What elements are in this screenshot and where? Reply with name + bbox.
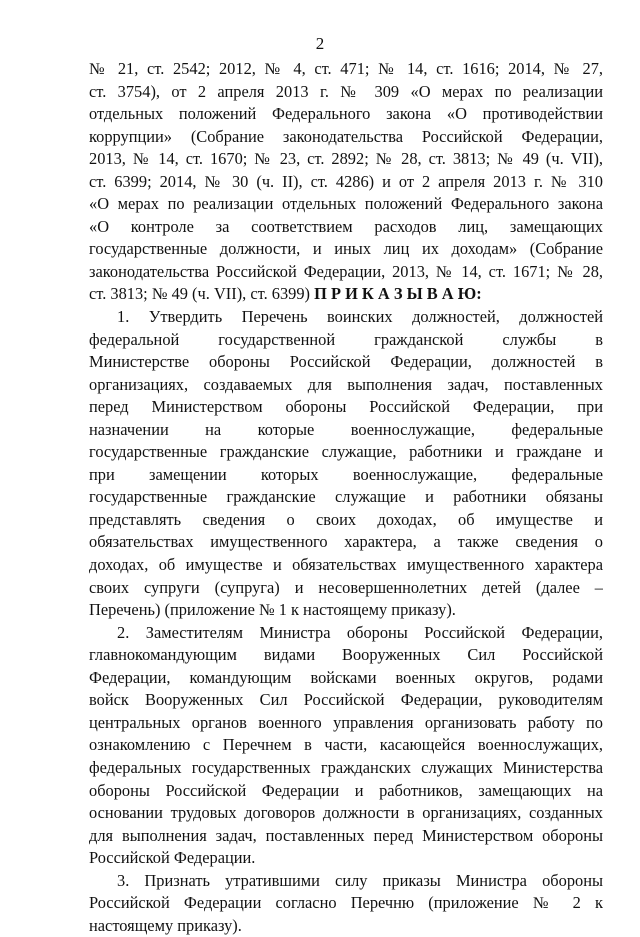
- text-line: главнокомандующим видами Вооруженных Сил Российской: [89, 645, 603, 665]
- text-line: 3. Признать утратившими силу приказы Министра обороны: [117, 870, 603, 890]
- text-line: коррупции» (Собрание законодательства Российской Федерации,: [89, 126, 603, 146]
- text-line: обязательствах имущественного характера, а также сведения о: [89, 532, 603, 552]
- text-line: своих супруги (супруга) и несовершеннолетних детей (далее –: [89, 577, 603, 597]
- text-line: «О мерах по реализации отдельных положений Федерального закона: [89, 194, 603, 214]
- preamble-paragraph: [89, 58, 603, 306]
- text-line: для выполнения задач, поставленных перед Министерством обороны: [89, 825, 603, 845]
- text-line: перед Министерством обороны Российской Федерации, при: [89, 397, 603, 417]
- page-number: 2: [315, 34, 325, 53]
- text-line: Российской Федерации.: [89, 848, 256, 868]
- text-line: Российской Федерации согласно Перечню (приложение № 2 к: [89, 893, 603, 913]
- text-line: 1. Утвердить Перечень воинских должностей, должностей: [117, 307, 603, 327]
- text-line: 2. Заместителям Министра обороны Российской Федерации,: [117, 622, 603, 642]
- text-line: ст. 6399; 2014, № 30 (ч. II), ст. 4286) и от 2 апреля 2013 г. № 310: [89, 171, 603, 191]
- text-line: Перечень) (приложение № 1 к настоящему приказу).: [89, 600, 456, 620]
- text-line: настоящему приказу).: [89, 915, 242, 935]
- text-line: № 21, ст. 2542; 2012, № 4, ст. 471; № 14, ст. 1616; 2014, № 27,: [89, 59, 603, 78]
- text-line: Федерации, командующим войсками военных округов, родами: [89, 667, 603, 687]
- order-word: П Р И К А З Ы В А Ю:: [314, 284, 482, 304]
- text-line: ознакомлению с Перечнем в части, касающейся военнослужащих,: [89, 735, 603, 755]
- text-line: государственные должности, и иных лиц их доходам» (Собрание: [89, 239, 603, 259]
- item-1-paragraph: [89, 306, 603, 622]
- item-3-paragraph: [89, 870, 603, 937]
- order-line: [89, 283, 603, 306]
- text-line: 2013, № 14, ст. 1670; № 23, ст. 2892; № 28, ст. 3813; № 49 (ч. VII),: [89, 149, 603, 169]
- text-line: войск Вооруженных Сил Российской Федерации, руководителям: [89, 690, 603, 710]
- text-line: государственные гражданские служащие, работники и граждане и: [89, 442, 603, 462]
- order-line-prefix: ст. 3813; № 49 (ч. VII), ст. 6399): [89, 284, 315, 304]
- text-line: федеральной государственной гражданской службы в: [89, 329, 603, 349]
- text-line: доходах, об имуществе и обязательствах имущественного характера: [89, 555, 603, 575]
- text-line: при замещении которых военнослужащие, федеральные: [89, 464, 603, 484]
- text-line: центральных органов военного управления организовать работу по: [89, 712, 603, 732]
- text-line: «О контроле за соответствием расходов лиц, замещающих: [89, 216, 603, 236]
- text-line: обороны Российской Федерации и работников, замещающих на: [89, 780, 603, 800]
- document-body: [89, 58, 603, 937]
- text-line: отдельных положений Федерального закона «О противодействии: [89, 104, 603, 124]
- text-line: федеральных государственных гражданских служащих Министерства: [89, 757, 603, 777]
- text-line: назначении на которые военнослужащие, федеральные: [89, 419, 603, 439]
- text-line: ст. 3754), от 2 апреля 2013 г. № 309 «О мерах по реализации: [89, 81, 603, 101]
- item-2-paragraph: [89, 622, 603, 870]
- text-line: законодательства Российской Федерации, 2013, № 14, ст. 1671; № 28,: [89, 261, 603, 281]
- text-line: основании трудовых договоров должности в организациях, созданных: [89, 803, 603, 823]
- text-line: представлять сведения о своих доходах, об имуществе и: [89, 509, 603, 529]
- text-line: государственные гражданские служащие и работники обязаны: [89, 487, 603, 507]
- text-line: организациях, создаваемых для выполнения задач, поставленных: [89, 374, 603, 394]
- text-line: Министерстве обороны Российской Федерации, должностей в: [89, 352, 603, 372]
